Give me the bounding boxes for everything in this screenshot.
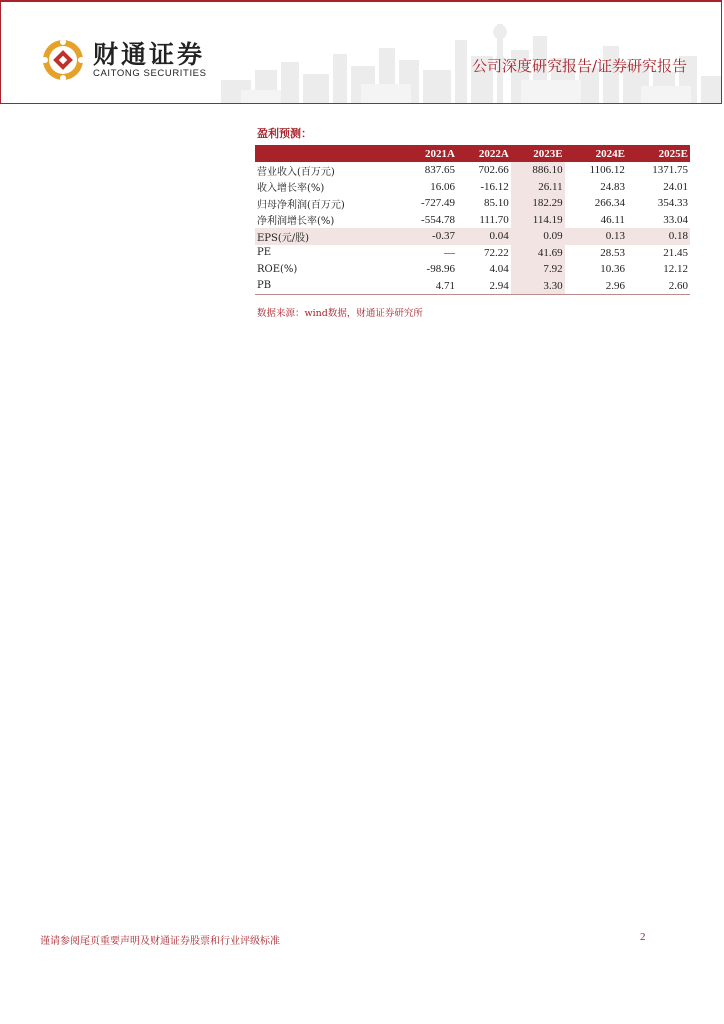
table-cell: 24.83 (600, 180, 625, 193)
table-cell: 10.36 (600, 263, 625, 276)
header-cell-2024E: 2024E (565, 145, 627, 162)
table-row (255, 278, 690, 295)
table-cell: -0.37 (397, 228, 457, 245)
row-label: 收入增长率(%) (257, 183, 325, 195)
table-cell: 26.11 (511, 179, 565, 196)
table-row (255, 245, 690, 262)
profit-forecast-table (255, 145, 690, 295)
company-logo (41, 38, 207, 82)
report-type-label: 公司深度研究报告/证券研究报告 (471, 57, 687, 75)
header-cell-2022A: 2022A (457, 145, 511, 162)
table-cell: 837.65 (424, 164, 455, 177)
table-cell: 354.33 (657, 197, 688, 210)
table-header-row (255, 145, 690, 162)
section-title: 盈利预测： (257, 127, 312, 140)
header-cell-label (255, 145, 397, 162)
table-cell: 4.71 (397, 278, 457, 295)
table-cell: 886.10 (511, 162, 565, 179)
footer-disclaimer: 谨请参阅尾页重要声明及财通证券股票和行业评级标准 (40, 936, 280, 947)
table-cell: 2.94 (457, 278, 511, 295)
table-cell: 24.01 (663, 180, 688, 193)
row-label: 净利润增长率(%) (257, 216, 335, 228)
table-row (255, 261, 690, 278)
table-row (255, 212, 690, 229)
table-cell: 266.34 (594, 197, 625, 210)
row-label: PE (257, 247, 272, 259)
header-banner (0, 0, 722, 104)
header-cell-2021A: 2021A (397, 145, 457, 162)
table-cell: 0.18 (627, 228, 690, 245)
table-row (255, 179, 690, 196)
table-cell: 114.19 (511, 212, 565, 229)
table-row (255, 195, 690, 212)
table-cell: 0.13 (565, 228, 627, 245)
row-label: PB (255, 278, 397, 295)
row-label: 营业收入(百万元) (257, 166, 335, 178)
row-label: ROE(%) (257, 263, 298, 275)
table-cell: -98.96 (426, 263, 455, 276)
header-cell-2025E: 2025E (627, 145, 690, 162)
table-cell: -727.49 (421, 197, 455, 210)
table-cell: -554.78 (421, 213, 455, 226)
table-cell: 2.96 (565, 278, 627, 295)
logo-english-name: CAITONG SECURITIES (93, 67, 207, 79)
table-cell: 2.60 (627, 278, 690, 295)
table-cell: 4.04 (489, 263, 509, 276)
table-cell: 12.12 (663, 263, 688, 276)
table-cell: 85.10 (484, 197, 509, 210)
table-cell: -16.12 (480, 180, 509, 193)
table-cell: 21.45 (663, 246, 688, 259)
table-cell: 1371.75 (652, 164, 688, 177)
table-cell: 28.53 (600, 246, 625, 259)
table-cell: 702.66 (478, 164, 509, 177)
table-cell: 46.11 (600, 213, 625, 226)
header-cell-2023E: 2023E (511, 145, 565, 162)
table-cell: 3.30 (511, 278, 565, 295)
table-cell: 72.22 (484, 246, 509, 259)
row-label: 归母净利润(百万元) (257, 199, 345, 211)
data-source-note: 数据来源：wind数据，财通证券研究所 (257, 308, 423, 319)
table-cell: 33.04 (663, 213, 688, 226)
table-row (255, 228, 690, 245)
page-number: 2 (640, 931, 646, 943)
table-cell: 182.29 (511, 195, 565, 212)
table-cell: — (443, 246, 455, 259)
table-row (255, 162, 690, 179)
table-cell: 16.06 (430, 180, 455, 193)
table-cell: 41.69 (511, 245, 565, 262)
table-cell: 1106.12 (589, 164, 625, 177)
coin-logo-icon (41, 38, 85, 82)
table-cell: 0.04 (457, 228, 511, 245)
logo-chinese-name: 财通证券 (93, 39, 206, 69)
table-cell: 0.09 (511, 228, 565, 245)
row-label: EPS(元/股) (255, 228, 397, 245)
table-cell: 7.92 (511, 261, 565, 278)
table-cell: 111.70 (479, 213, 509, 226)
